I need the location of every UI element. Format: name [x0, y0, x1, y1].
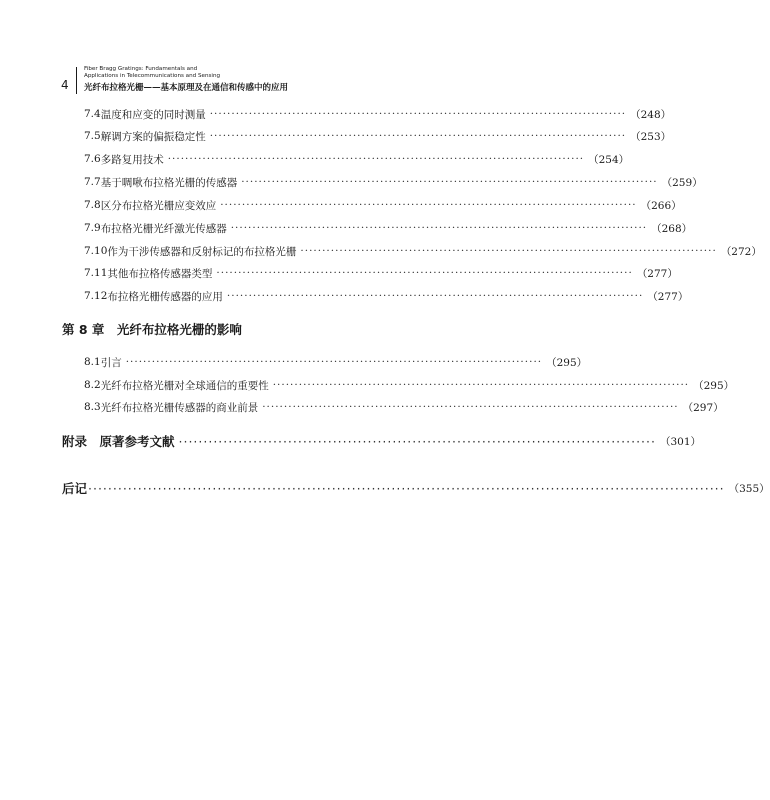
section-title: 多路复用技术 [100, 153, 164, 166]
postscript-title: 后记 [62, 481, 88, 496]
toc-entry[interactable] [84, 376, 735, 394]
page-number: 4 [61, 78, 69, 92]
toc-entry[interactable] [84, 127, 672, 145]
leader-dots: ································································································ [178, 433, 656, 449]
section-page: （268） [651, 222, 693, 235]
section-page: （259） [661, 176, 703, 189]
postscript-entry[interactable] [62, 479, 770, 497]
section-title: 温度和应变的同时测量 [100, 108, 206, 121]
section-page: （272） [720, 245, 762, 258]
section-title: 解调方案的偏振稳定性 [100, 130, 206, 143]
toc-entry[interactable] [84, 173, 703, 191]
section-number: 7.5 [84, 130, 101, 142]
leader-dots: ································································································ [226, 290, 644, 302]
appendix-title: 附录 原著参考文献 [62, 434, 175, 449]
section-number: 7.10 [84, 245, 108, 257]
toc-entry[interactable] [84, 398, 724, 416]
section-page: （277） [636, 267, 678, 280]
chapter-heading[interactable] [62, 320, 444, 338]
appendix-entry[interactable] [62, 432, 702, 450]
section-number: 8.3 [84, 401, 101, 413]
leader-dots: ································································································ [216, 267, 633, 279]
header-english-title [84, 66, 344, 80]
section-number: 7.9 [84, 222, 101, 234]
section-title: 基于啁啾布拉格光栅的传感器 [100, 176, 238, 189]
section-page: （254） [588, 153, 630, 166]
section-page: （295） [546, 356, 588, 369]
leader-dots: ································································································ [262, 401, 679, 413]
chapter-title: 第 8 章 光纤布拉格光栅的影响 [62, 322, 242, 337]
section-number: 7.8 [84, 199, 101, 211]
header-chinese-title: 光纤布拉格光栅——基本原理及在通信和传感中的应用 [84, 83, 289, 93]
appendix-page: （301） [659, 435, 702, 448]
section-number: 7.4 [84, 108, 101, 120]
section-number: 7.7 [84, 176, 101, 188]
section-title: 引言 [100, 356, 122, 369]
section-number: 8.2 [84, 379, 101, 391]
postscript-page: （355） [728, 482, 770, 495]
section-title: 区分布拉格光栅应变效应 [100, 199, 217, 212]
leader-dots: ································································································ [241, 176, 658, 188]
leader-dots: ································································································ [209, 130, 627, 142]
section-page: （248） [630, 108, 672, 121]
leader-dots: ································································································ [230, 222, 648, 234]
header-english-line1: Fiber Bragg Gratings: Fundamentals and [84, 66, 198, 72]
section-title: 布拉格光栅传感器的应用 [107, 290, 223, 303]
toc-entry[interactable] [84, 196, 682, 214]
section-page: （266） [640, 199, 682, 212]
section-page: （297） [682, 401, 724, 414]
section-title: 其他布拉格传感器类型 [107, 267, 213, 280]
toc-entry[interactable] [84, 219, 693, 237]
leader-dots: ································································································ [167, 153, 585, 165]
leader-dots: ································································································ [300, 245, 717, 257]
section-page: （277） [647, 290, 689, 303]
section-page: （253） [630, 130, 672, 143]
header-divider [76, 67, 77, 94]
section-title: 光纤布拉格光栅对全球通信的重要性 [100, 379, 269, 392]
leader-dots: ································································································································ [88, 480, 725, 496]
section-title: 光纤布拉格光栅传感器的商业前景 [100, 401, 259, 414]
section-number: 7.6 [84, 153, 101, 165]
section-number: 7.11 [84, 267, 108, 279]
section-number: 8.1 [84, 356, 101, 368]
section-page: （295） [693, 379, 735, 392]
leader-dots: ································································································ [209, 108, 627, 120]
section-title: 布拉格光栅光纤激光传感器 [100, 222, 227, 235]
toc-entry[interactable] [84, 287, 689, 305]
leader-dots: ································································································ [272, 379, 690, 391]
section-number: 7.12 [84, 290, 108, 302]
header-english-line2: Applications in Telecommunications and Sensing [84, 73, 221, 79]
toc-entry[interactable] [84, 242, 762, 260]
leader-dots: ································································································ [125, 356, 543, 368]
toc-entry[interactable] [84, 264, 678, 282]
section-title: 作为干涉传感器和反射标记的布拉格光栅 [107, 245, 297, 258]
toc-entry[interactable] [84, 105, 672, 123]
toc-entry[interactable] [84, 353, 588, 371]
toc-entry[interactable] [84, 150, 630, 168]
leader-dots: ································································································ [220, 199, 637, 211]
